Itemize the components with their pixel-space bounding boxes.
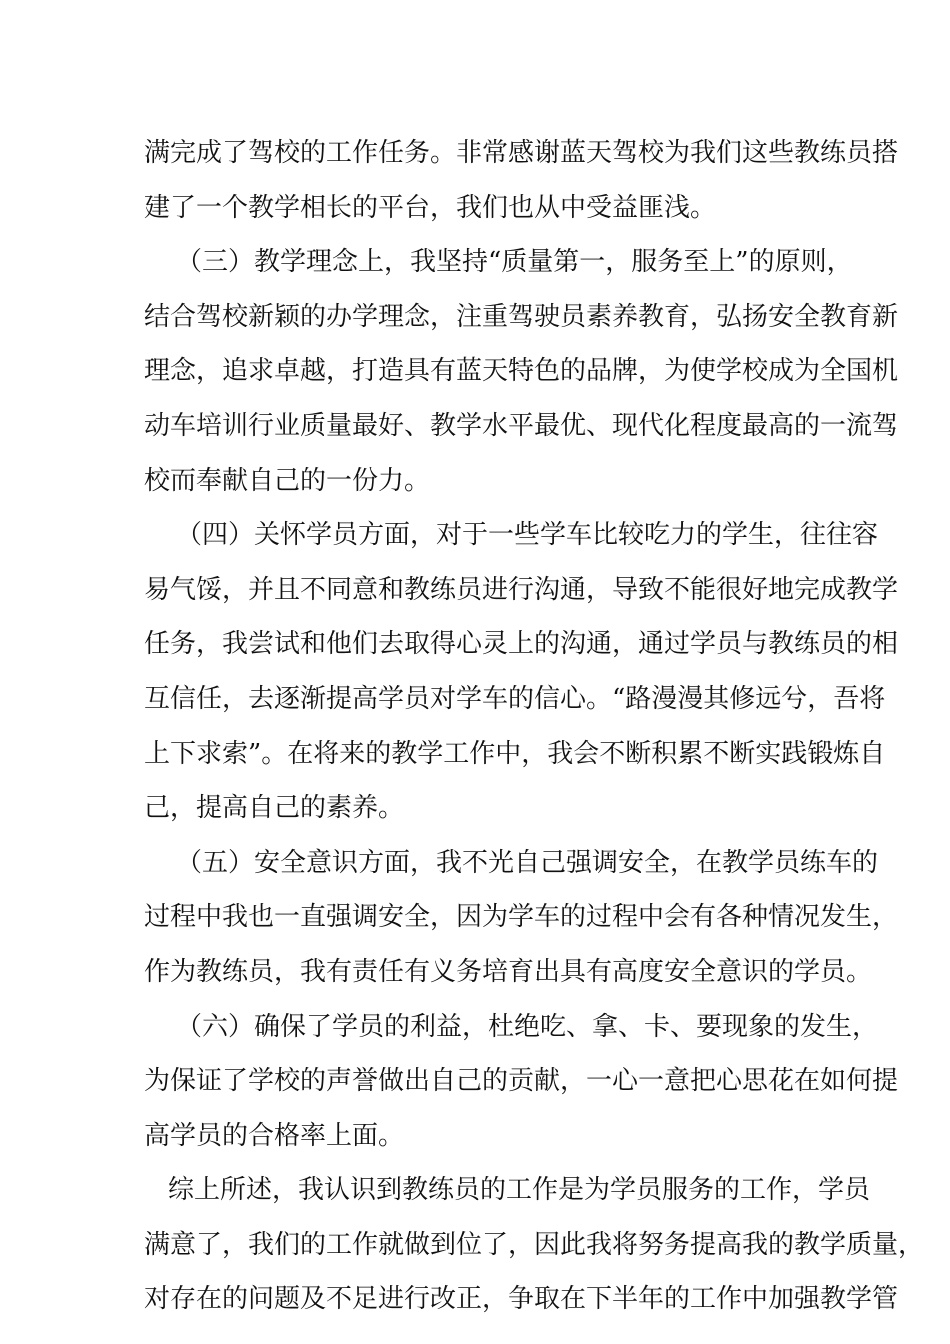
paragraph-4-start: （四）关怀学员方面，对于一些学车比较吃力的学生，往往容: [176, 520, 879, 551]
text-line: 对存在的问题及不足进行改正，争取在下半年的工作中加强教学管: [144, 1284, 899, 1315]
text-line: 满完成了驾校的工作任务。非常感谢蓝天驾校为我们这些教练员搭: [144, 138, 899, 168]
text-line: 任务，我尝试和他们去取得心灵上的沟通，通过学员与教练员的相: [144, 629, 899, 660]
text-line: 校而奉献自己的一份力。: [144, 465, 431, 496]
paragraph-6-start: （六）确保了学员的利益，杜绝吃、拿、卡、要现象的发生，: [176, 1011, 879, 1042]
paragraph-5-start: （五）安全意识方面，我不光自己强调安全，在教学员练车的: [176, 847, 879, 878]
text-line: 过程中我也一直强调安全，因为学车的过程中会有各种情况发生，: [144, 902, 899, 933]
paragraph-3-start: （三）教学理念上，我坚持“质量第一，服务至上”的原则，: [176, 247, 853, 278]
text-line: 己，提高自己的素养。: [144, 793, 405, 824]
text-line: 易气馁，并且不同意和教练员进行沟通，导致不能很好地完成教学: [144, 574, 899, 605]
document-body: [144, 126, 925, 1327]
text-line: 互信任，去逐渐提高学员对学车的信心。“路漫漫其修远兮，吾将: [144, 683, 886, 714]
text-line: 理念，追求卓越，打造具有蓝天特色的品牌，为使学校成为全国机: [144, 356, 899, 387]
text-line: 结合驾校新颖的办学理念，注重驾驶员素养教育，弘扬安全教育新: [144, 301, 899, 332]
text-line: 满意了，我们的工作就做到位了，因此我将努务提高我的教学质量，: [144, 1229, 925, 1260]
text-line: 为保证了学校的声誉做出自己的贡献，一心一意把心思花在如何提: [144, 1066, 899, 1097]
text-line: 高学员的合格率上面。: [144, 1120, 405, 1151]
text-line: 建了一个教学相长的平台，我们也从中受益匪浅。: [144, 192, 717, 223]
paragraph-summary-start: 综上所述，我认识到教练员的工作是为学员服务的工作，学员: [168, 1175, 871, 1206]
text-line: 动车培训行业质量最好、教学水平最优、现代化程度最高的一流驾: [144, 410, 899, 441]
text-line: 上下求索”。在将来的教学工作中，我会不断积累不断实践锻炼自: [144, 738, 886, 769]
text-line: 作为教练员，我有责任有义务培育出具有高度安全意识的学员。: [144, 956, 873, 987]
